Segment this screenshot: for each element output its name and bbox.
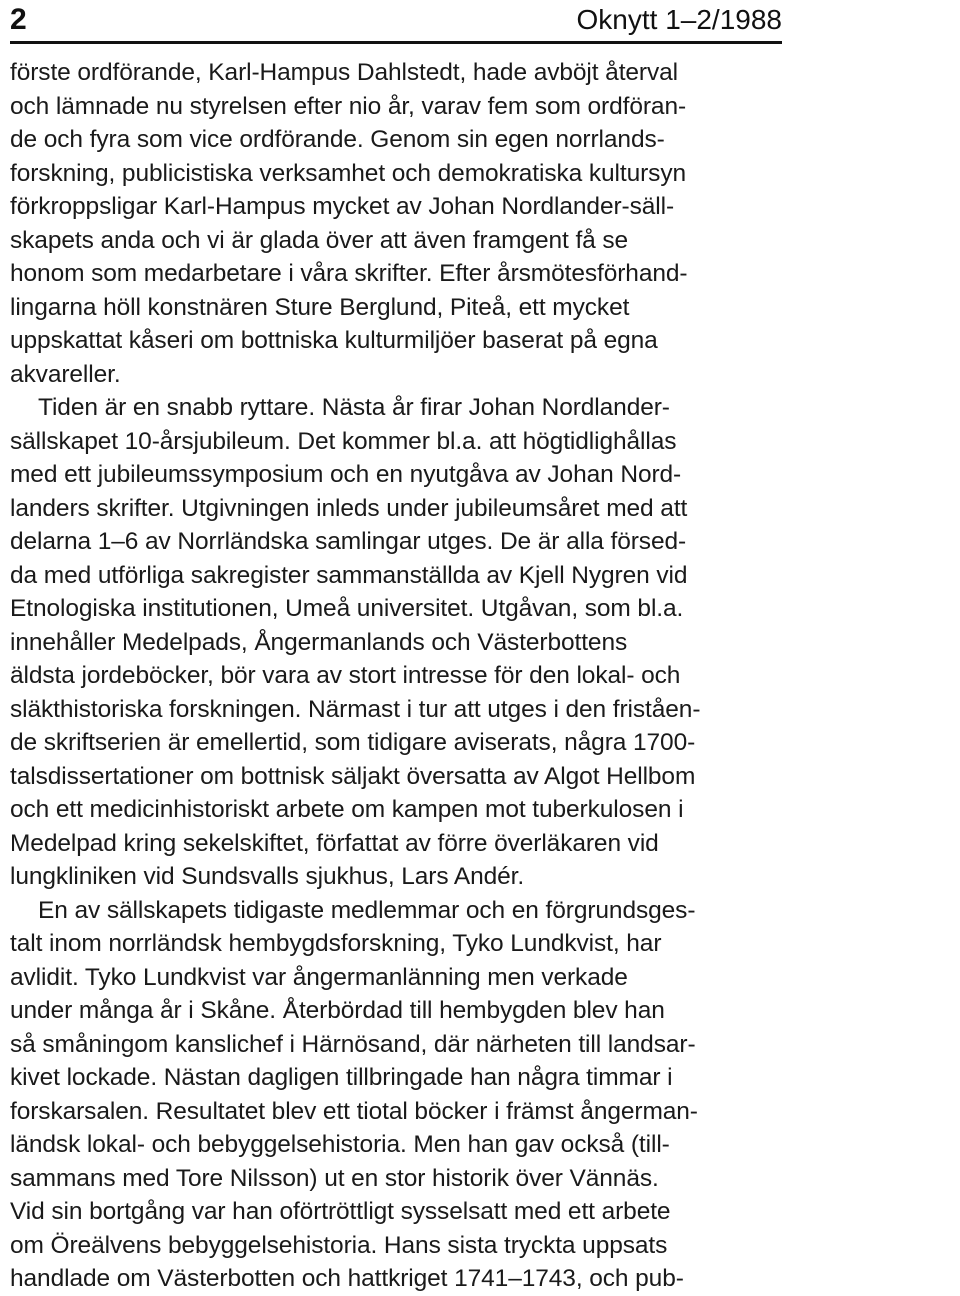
text-line: släkthistoriska forskningen. Närmast i tur att utges i den friståen- [10,695,701,723]
text-line: da med utförliga sakregister sammanställda av Kjell Nygren vid [10,561,688,589]
text-line: forskarsalen. Resultatet blev ett tiotal böcker i främst ångerman- [10,1097,698,1125]
text-line: om Öreälvens bebyggelsehistoria. Hans sista tryckta uppsats [10,1231,668,1259]
text-line: och ett medicinhistoriskt arbete om kampen mot tuberkulosen i [10,796,684,823]
text-line: talsdissertationer om bottnisk säljakt översatta av Algot Hellbom [10,762,696,790]
text-line: Etnologiska institutionen, Umeå universitet. Utgåvan, som bl.a. [10,595,684,622]
text-line: En av sällskapets tidigaste medlemmar och en förgrundsges- [38,896,696,924]
text-line: uppskattat kåseri om bottniska kulturmiljöer baserat på egna [10,327,658,354]
text-line: honom som medarbetare i våra skrifter. Efter årsmötesförhand- [10,260,688,287]
text-line: och lämnade nu styrelsen efter nio år, varav fem som ordföran- [10,92,687,120]
text-line: äldsta jordeböcker, bör vara av stort intresse för den lokal- och [10,662,681,689]
text-line: de skriftserien är emellertid, som tidigare aviserats, några 1700- [10,729,696,756]
text-line: innehåller Medelpads, Ångermanlands och Västerbottens [10,628,628,656]
text-line: forskning, publicistiska verksamhet och demokratiska kultursyn [10,159,686,187]
text-line: Tiden är en snabb ryttare. Nästa år firar Johan Nordlander- [38,394,670,421]
page-number: 2 [10,3,27,36]
header-rule [10,41,782,44]
text-line: delarna 1–6 av Norrländska samlingar utges. De är alla försed- [10,528,687,555]
text-line: ländsk lokal- och bebyggelsehistoria. Men han gav också (till- [10,1131,670,1158]
text-line: Medelpad kring sekelskiftet, författat av förre överläkaren vid [10,829,659,857]
running-head: Oknytt 1–2/1988 [576,4,782,35]
text-line: med ett jubileumssymposium och en nyutgåva av Johan Nord- [10,461,682,488]
text-line: kivet lockade. Nästan dagligen tillbringade han några timmar i [10,1064,673,1091]
text-line: förste ordförande, Karl-Hampus Dahlstedt, hade avböjt återval [10,59,679,86]
text-line: sammans med Tore Nilsson) ut en stor historik över Vännäs. [10,1164,659,1192]
text-line: skapets anda och vi är glada över att även framgent få se [10,226,629,254]
text-line: talt inom norrländsk hembygdsforskning, Tyko Lundkvist, har [10,930,662,957]
text-line: handlade om Västerbotten och hattkriget 1741–1743, och pub- [10,1265,684,1292]
text-line: under många år i Skåne. Återbördad till hembygden blev han [10,997,665,1024]
text-line: akvareller. [10,360,121,388]
page-header [10,2,782,38]
text-line: sällskapet 10-årsjubileum. Det kommer bl.a. att högtidlighållas [10,427,677,455]
text-line: förkroppsligar Karl-Hampus mycket av Johan Nordlander-säll- [10,193,675,220]
text-line: lingarna höll konstnären Sture Berglund, Piteå, ett mycket [10,293,630,321]
text-line: landers skrifter. Utgivningen inleds under jubileumsåret med att [10,494,688,522]
body-text [10,56,810,1296]
text-line: lungkliniken vid Sundsvalls sjukhus, Lars Andér. [10,863,525,890]
text-line: Vid sin bortgång var han oförtröttligt sysselsatt med ett arbete [10,1198,671,1225]
text-line: avlidit. Tyko Lundkvist var ångermanlänning men verkade [10,963,628,991]
text-line: de och fyra som vice ordförande. Genom sin egen norrlands- [10,126,665,153]
text-line: så småningom kanslichef i Härnösand, där närheten till landsar- [10,1030,696,1058]
